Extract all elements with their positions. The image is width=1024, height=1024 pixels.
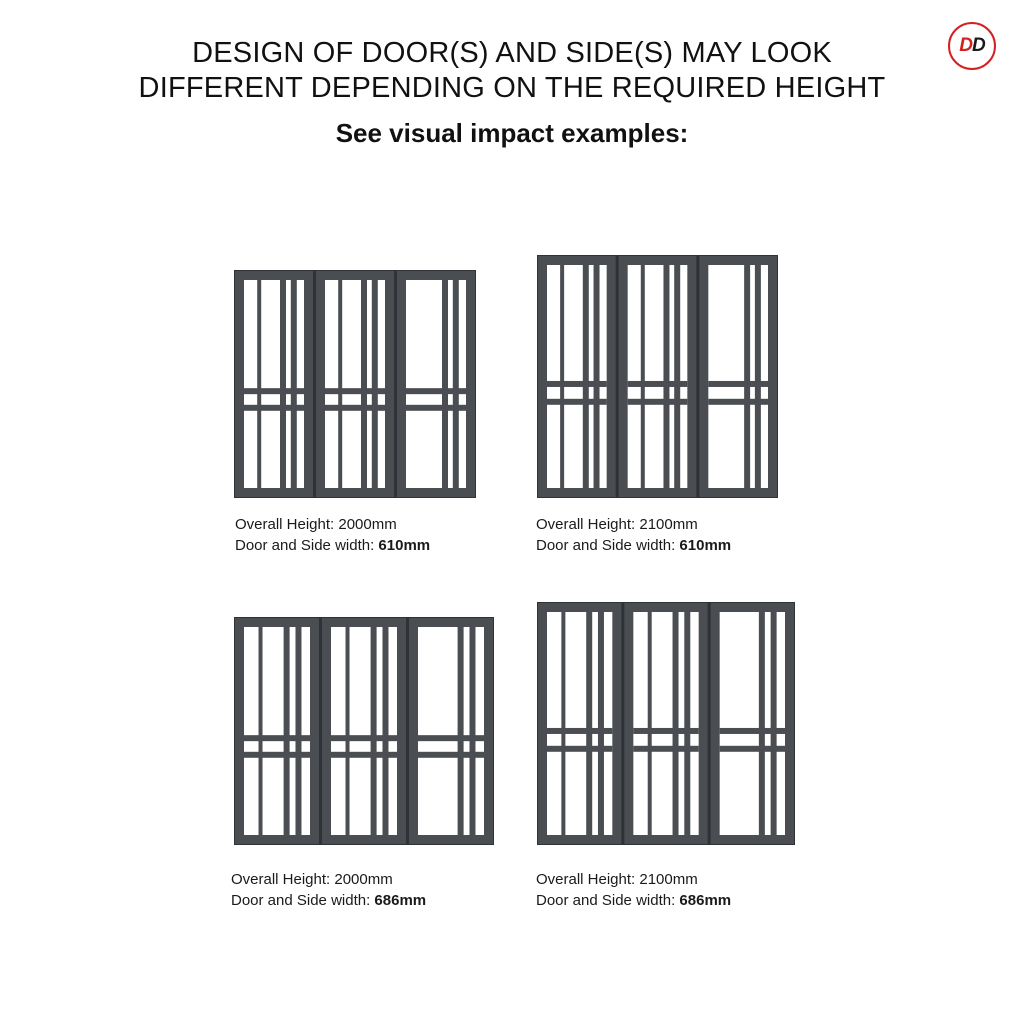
width-line bbox=[231, 890, 426, 911]
example-caption-4 bbox=[536, 869, 731, 911]
door-panel bbox=[618, 256, 697, 498]
glazing-bar-horizontal bbox=[547, 399, 607, 405]
side-panel bbox=[397, 271, 476, 498]
width-line bbox=[536, 890, 731, 911]
glazing-bar-vertical bbox=[442, 280, 448, 488]
door-set-illustration bbox=[537, 602, 795, 845]
glazing-bar-vertical bbox=[663, 265, 669, 488]
glazing-bar-vertical bbox=[684, 612, 690, 835]
glazing-bar-horizontal bbox=[418, 735, 484, 741]
glazing-bar-vertical bbox=[674, 265, 680, 488]
glazing-bar-vertical bbox=[257, 280, 261, 488]
door-example-2000-610 bbox=[234, 270, 476, 498]
glazing-bar-horizontal bbox=[331, 752, 397, 758]
glazing-bar-horizontal bbox=[244, 388, 304, 394]
glazing-bar-vertical bbox=[648, 612, 652, 835]
glazing-bar-vertical bbox=[594, 265, 600, 488]
width-value: 610mm bbox=[378, 537, 431, 554]
glazing-bar-vertical bbox=[346, 627, 350, 835]
glazing-bar-vertical bbox=[372, 280, 378, 488]
glazing-bar-vertical bbox=[338, 280, 342, 488]
height-label: Overall Height: bbox=[231, 871, 335, 888]
door-panel bbox=[624, 603, 708, 845]
glazing-bar-horizontal bbox=[720, 746, 785, 752]
example-caption-1 bbox=[235, 514, 430, 556]
width-label: Door and Side width: bbox=[231, 892, 375, 909]
glazing-bar-vertical bbox=[641, 265, 645, 488]
door-panel bbox=[538, 603, 622, 845]
glazing-bar-horizontal bbox=[325, 388, 385, 394]
glazing-bar-horizontal bbox=[406, 388, 466, 394]
height-line bbox=[536, 514, 731, 535]
glazing-bar-horizontal bbox=[325, 405, 385, 411]
height-label: Overall Height: bbox=[235, 516, 339, 533]
glazing-bar-horizontal bbox=[547, 381, 607, 387]
glazing-bar-horizontal bbox=[633, 746, 698, 752]
glazing-bar-vertical bbox=[586, 612, 592, 835]
glazing-bar-vertical bbox=[755, 265, 761, 488]
glazing-bar-vertical bbox=[259, 627, 263, 835]
width-label: Door and Side width: bbox=[235, 537, 379, 554]
example-caption-2 bbox=[536, 514, 731, 556]
logo-letter-1: D bbox=[959, 35, 972, 56]
door-panel bbox=[322, 618, 407, 845]
glazing-bar-vertical bbox=[280, 280, 286, 488]
width-label: Door and Side width: bbox=[536, 892, 680, 909]
glazing-bar-horizontal bbox=[633, 728, 698, 734]
height-line bbox=[235, 514, 430, 535]
brand-logo bbox=[948, 22, 996, 70]
glazing-bar-horizontal bbox=[547, 746, 612, 752]
door-panel bbox=[235, 271, 314, 498]
headline-line-1: DESIGN OF DOOR(S) AND SIDE(S) MAY LOOK bbox=[192, 37, 832, 69]
width-value: 686mm bbox=[374, 892, 427, 909]
door-set-illustration bbox=[234, 617, 494, 845]
glazing-bar-vertical bbox=[361, 280, 367, 488]
door-set-illustration bbox=[234, 270, 476, 498]
glazing-bar-vertical bbox=[560, 265, 564, 488]
glazing-bar-horizontal bbox=[720, 728, 785, 734]
glazing-bar-horizontal bbox=[331, 735, 397, 741]
side-panel bbox=[710, 603, 794, 845]
door-example-2000-686 bbox=[234, 617, 494, 845]
example-caption-3 bbox=[231, 869, 426, 911]
glazing-bar-horizontal bbox=[244, 752, 310, 758]
glazing-bar-horizontal bbox=[418, 752, 484, 758]
door-panel bbox=[235, 618, 320, 845]
glazing-bar-vertical bbox=[744, 265, 750, 488]
glazing-bar-horizontal bbox=[244, 735, 310, 741]
height-line bbox=[536, 869, 731, 890]
width-line bbox=[235, 535, 430, 556]
glazing-bar-vertical bbox=[583, 265, 589, 488]
height-value: 2000mm bbox=[338, 516, 397, 533]
glazing-bar-vertical bbox=[453, 280, 459, 488]
headline bbox=[0, 36, 1024, 150]
glazing-bar-horizontal bbox=[708, 399, 768, 405]
side-panel bbox=[699, 256, 778, 498]
logo-letter-2: D bbox=[972, 35, 985, 56]
width-value: 686mm bbox=[679, 892, 732, 909]
width-line bbox=[536, 535, 731, 556]
height-value: 2100mm bbox=[639, 871, 698, 888]
glazing-bar-vertical bbox=[598, 612, 604, 835]
glazing-bar-vertical bbox=[295, 627, 301, 835]
glazing-bar-horizontal bbox=[628, 381, 688, 387]
glazing-bar-vertical bbox=[291, 280, 297, 488]
glazing-bar-horizontal bbox=[547, 728, 612, 734]
glazing-bar-horizontal bbox=[406, 405, 466, 411]
door-example-2100-686 bbox=[537, 602, 795, 845]
glazing-bar-vertical bbox=[561, 612, 565, 835]
door-example-2100-610 bbox=[537, 255, 778, 498]
height-value: 2000mm bbox=[334, 871, 393, 888]
door-panel bbox=[316, 271, 395, 498]
door-set-illustration bbox=[537, 255, 778, 498]
height-label: Overall Height: bbox=[536, 516, 640, 533]
glazing-bar-horizontal bbox=[244, 405, 304, 411]
height-value: 2100mm bbox=[639, 516, 698, 533]
glazing-bar-vertical bbox=[771, 612, 777, 835]
width-value: 610mm bbox=[679, 537, 732, 554]
glazing-bar-vertical bbox=[759, 612, 765, 835]
side-panel bbox=[409, 618, 494, 845]
height-line bbox=[231, 869, 426, 890]
glazing-bar-vertical bbox=[284, 627, 290, 835]
glazing-bar-vertical bbox=[371, 627, 377, 835]
glazing-bar-vertical bbox=[469, 627, 475, 835]
headline-line-2: DIFFERENT DEPENDING ON THE REQUIRED HEIGHT bbox=[138, 72, 886, 104]
glazing-bar-vertical bbox=[458, 627, 464, 835]
width-label: Door and Side width: bbox=[536, 537, 680, 554]
glazing-bar-vertical bbox=[673, 612, 679, 835]
door-panel bbox=[538, 256, 617, 498]
height-label: Overall Height: bbox=[536, 871, 640, 888]
headline-subtitle: See visual impact examples: bbox=[335, 118, 689, 148]
glazing-bar-horizontal bbox=[628, 399, 688, 405]
glazing-bar-horizontal bbox=[708, 381, 768, 387]
glazing-bar-vertical bbox=[382, 627, 388, 835]
